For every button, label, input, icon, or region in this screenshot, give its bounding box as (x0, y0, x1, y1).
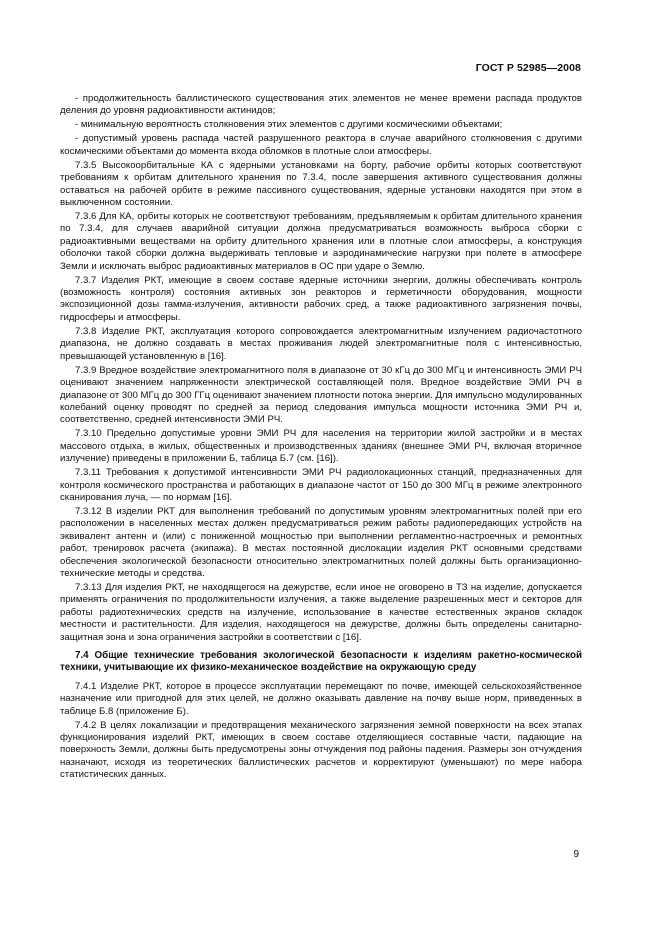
paragraph: 7.3.10 Предельно допустимые уровни ЭМИ РЧ для населения на территории жилой застройки и в местах массового отдыха, в жилых, общественных и производственных зданиях (внешнее ЭМИ РЧ, включая вторичное излучение) приведены в приложении Б, таблица Б.7 (см. [16]). (60, 428, 582, 465)
paragraph: 7.4.1 Изделие РКТ, которое в процессе эксплуатации перемещают по почве, имеющей сельскохозяйственное назначение или пригодной для этих целей, не должно оказывать давление на почву выше норм, приведенных в таблице Б.8 (приложение Б). (60, 680, 582, 717)
paragraph: 7.3.6 Для КА, орбиты которых не соответствуют требованиям, предъявляемым к орбитам длительного хранения по 7.3.4, для случаев аварийной ситуации должна предусматриваться возможность выброса сборки с радиоактивными веществами на орбиту длительного хранения или в плотные слои атмосферы, а конструкция оболочки такой сборки должна выдерживать тепловые и аэродинамические нагрузки при полете в атмосфере Земли и исключать выброс радиоактивных материалов в ОС при ударе о Землю. (60, 211, 582, 272)
document-header: ГОСТ Р 52985—2008 (475, 62, 581, 74)
paragraph: 7.4.2 В целях локализации и предотвращения механического загрязнения земной поверхности на всех этапах функционирования изделий РКТ, имеющих в своем составе отделяющиеся составные части, падающие на поверхность Земли, должны быть предусмотрены зоны отчуждения под районы падения. Размеры зон отчуждения назначают, исходя из теоретических баллистических расчетов и корректируют (уменьшают) по мере набора статистических данных. (60, 719, 582, 781)
paragraph: 7.3.13 Для изделия РКТ, не находящегося на дежурстве, если иное не оговорено в ТЗ на изделие, допускается применять ограничения по продолжительности излучения, а также выделение разрешенных мест и секторов для работы радиотехнических средств на излучение, использование в качестве естественных экранов складок местности и растительности. Для изделия, находящегося на дежурстве, должны быть определены санитарно-защитная зона и зона ограничения застройки в соответствии с [16]. (60, 581, 582, 643)
paragraph: 7.3.8 Изделие РКТ, эксплуатация которого сопровождается электромагнитным излучением радиочастотного диапазона, не должно создавать в местах проживания людей электромагнитные поля с интенсивностью, превышающей установленную в [16]. (60, 325, 582, 362)
paragraph: - продолжительность баллистического существования этих элементов не менее времени распада продуктов деления до уровня радиоактивности актинидов; (60, 93, 582, 117)
paragraph: 7.3.5 Высокоорбитальные КА с ядерными установками на борту, рабочие орбиты которых соответствуют требованиям к орбитам длительного хранения по 7.3.4, после завершения активного существования должны оставаться на рабочей орбите в режиме пассивного существования, ядерные установки находятся при этом в выключенном состоянии. (60, 159, 582, 209)
document-body (60, 93, 582, 783)
page-number: 9 (573, 849, 579, 860)
paragraph: - минимальную вероятность столкновения этих элементов с другими космическими объектами; (75, 119, 503, 131)
paragraph: - допустимый уровень распада частей разрушенного реактора в случае аварийного столкновения с другими космическими объектами до момента входа обломков в плотные слои атмосферы. (60, 133, 582, 157)
paragraph: 7.3.11 Требования к допустимой интенсивности ЭМИ РЧ радиолокационных станций, предназначенных для контроля космического пространства и работающих в диапазоне частот от 150 до 300 МГц в режиме электронного сканирования луча, — по нормам [16]. (60, 467, 582, 503)
paragraph: 7.3.9 Вредное воздействие электромагнитного поля в диапазоне от 30 кГц до 300 МГц и интенсивность ЭМИ РЧ оценивают значением напряженности электрической составляющей поля. Вредное воздействие ЭМИ РЧ в диапазоне от 300 МГц до 300 ГГц оценивают значением плотности потока энергии. Для импульсно модулированных колебаний оценку проводят по средней за период следования импульса мощности источника ЭМИ РЧ и, соответственно, средней интенсивности ЭМИ РЧ. (60, 364, 582, 426)
paragraph: 7.3.7 Изделия РКТ, имеющие в своем составе ядерные источники энергии, должны обеспечивать контроль (возможность контроля) состояния активных зон реакторов и герметичности оборудования, мощности экспозиционной дозы гамма-излучения, активности рабочих сред, а также радиоактивного загрязнения почвы, гидросферы и атмосферы. (60, 274, 582, 323)
paragraph: 7.3.12 В изделии РКТ для выполнения требований по допустимым уровням электромагнитных полей при его расположении в населенных местах должен предусматриваться режим работы радиопередающих устройств на эквивалент антенн и (или) с пониженной мощностью при выполнении регламентно-настроечных и ремонтных работ, тренировок расчета (экипажа). В местах постоянной дислокации изделия РКТ основными средствами обеспечения экологической безопасности относительно электромагнитных полей должны быть организационно-технические методы и средства. (60, 505, 582, 579)
section-heading: 7.4 Общие технические требования экологической безопасности к изделиям ракетно-космической техники, учитывающие их физико-механическое воздействие на окружающую среду (60, 650, 582, 674)
